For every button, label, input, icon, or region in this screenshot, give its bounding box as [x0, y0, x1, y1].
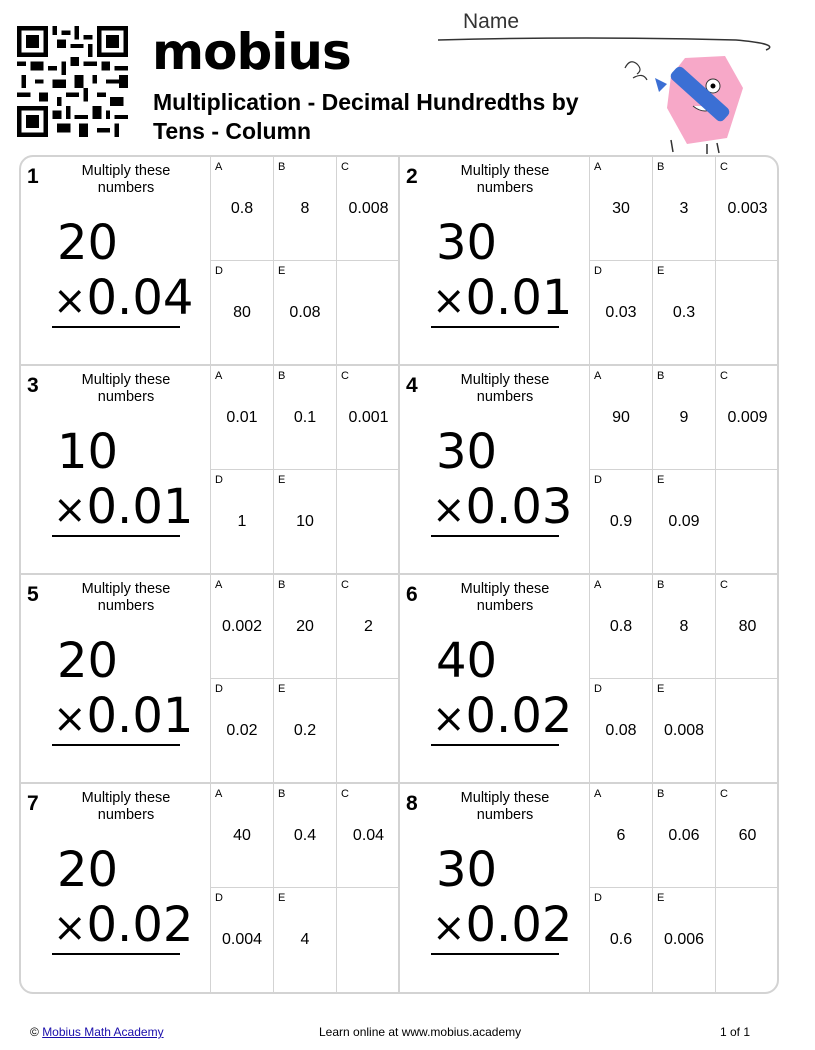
empty-option-cell [715, 679, 779, 783]
option-value: 0.1 [293, 409, 317, 426]
answer-option-d[interactable] [210, 261, 273, 365]
option-letter: C [341, 579, 349, 591]
problem-instruction: Multiply these numbers [460, 790, 550, 823]
answer-options [589, 157, 779, 364]
answer-line [431, 744, 559, 746]
answer-option-b[interactable] [273, 784, 336, 888]
option-letter: A [215, 161, 223, 173]
multiplier-row [53, 690, 193, 745]
answer-option-d[interactable] [589, 679, 652, 783]
option-letter: C [341, 370, 349, 382]
empty-option-cell [336, 261, 400, 365]
option-letter: A [215, 579, 223, 591]
multiplicand: 10 [57, 424, 119, 480]
option-value: 2 [364, 618, 373, 635]
multiplier-row [432, 690, 572, 745]
answer-option-c[interactable] [336, 784, 400, 888]
times-icon: × [53, 278, 87, 324]
option-letter: D [594, 474, 602, 486]
option-letter: D [594, 892, 602, 904]
option-value: 0.02 [226, 722, 258, 739]
answer-option-b[interactable] [273, 366, 336, 470]
option-letter: A [594, 788, 602, 800]
option-letter: B [278, 788, 286, 800]
option-value: 80 [738, 618, 757, 635]
empty-option-cell [336, 888, 400, 992]
multiplicand: 30 [436, 842, 498, 898]
answer-option-d[interactable] [210, 888, 273, 992]
answer-option-c[interactable] [715, 157, 779, 261]
answer-option-a[interactable] [210, 784, 273, 888]
option-value: 0.4 [293, 827, 317, 844]
option-value: 0.2 [293, 722, 317, 739]
answer-line [431, 953, 559, 955]
problem-6 [400, 575, 779, 784]
answer-option-a[interactable] [589, 157, 652, 261]
option-letter: B [278, 579, 286, 591]
empty-option-cell [715, 261, 779, 365]
option-letter: E [657, 474, 665, 486]
option-letter: A [215, 788, 223, 800]
answer-line [52, 535, 180, 537]
answer-option-b[interactable] [273, 575, 336, 679]
copyright-symbol: © [30, 1025, 39, 1039]
empty-option-cell [715, 470, 779, 574]
problem-instruction: Multiply these numbers [81, 581, 171, 614]
option-letter: D [594, 265, 602, 277]
times-icon: × [53, 696, 87, 742]
answer-option-b[interactable] [652, 157, 715, 261]
option-letter: B [657, 161, 665, 173]
answer-option-e[interactable] [273, 679, 336, 783]
problem-number: 6 [406, 583, 418, 606]
problem-number: 4 [406, 374, 418, 397]
answer-option-d[interactable] [589, 888, 652, 992]
answer-option-d[interactable] [210, 679, 273, 783]
option-letter: E [657, 683, 665, 695]
answer-option-e[interactable] [652, 261, 715, 365]
times-icon: × [432, 905, 466, 951]
empty-option-cell [336, 679, 400, 783]
option-letter: B [657, 788, 665, 800]
option-value: 9 [679, 409, 689, 426]
problem-5 [21, 575, 400, 784]
option-value: 40 [233, 827, 251, 844]
problem-instruction: Multiply these numbers [460, 372, 550, 405]
problem-1 [21, 157, 400, 366]
mobius-logo [152, 23, 351, 81]
multiplicand: 30 [436, 215, 498, 271]
option-value: 8 [300, 200, 310, 217]
option-value: 0.03 [605, 304, 637, 321]
option-value: 0.09 [668, 513, 700, 530]
option-value: 1 [237, 513, 247, 530]
option-letter: C [720, 370, 728, 382]
multiplier-row [53, 272, 193, 327]
answer-option-b[interactable] [652, 575, 715, 679]
answer-option-a[interactable] [589, 784, 652, 888]
empty-option-cell [715, 888, 779, 992]
multiplicand: 20 [57, 842, 119, 898]
option-value: 10 [296, 513, 314, 530]
answer-option-a[interactable] [589, 575, 652, 679]
option-value: 0.8 [230, 200, 254, 217]
option-value: 4 [300, 931, 310, 948]
multiplier: 0.01 [465, 270, 573, 326]
problem-number: 1 [27, 165, 39, 188]
answer-line [52, 744, 180, 746]
answer-options [589, 366, 779, 573]
answer-option-a[interactable] [589, 366, 652, 470]
option-letter: D [215, 892, 223, 904]
option-value: 0.002 [221, 618, 263, 635]
problem-instruction: Multiply these numbers [81, 372, 171, 405]
footer-copyright [30, 1025, 164, 1039]
multiplier: 0.04 [86, 270, 194, 326]
problem-4 [400, 366, 779, 575]
answer-option-e[interactable] [273, 470, 336, 574]
multiplier: 0.03 [465, 479, 573, 535]
multiplicand: 20 [57, 215, 119, 271]
option-value: 20 [296, 618, 314, 635]
multiplicand: 20 [57, 633, 119, 689]
problem-8 [400, 784, 779, 993]
problem-number: 2 [406, 165, 418, 188]
option-letter: B [657, 579, 665, 591]
problem-instruction: Multiply these numbers [460, 581, 550, 614]
option-value: 0.008 [348, 200, 389, 217]
times-icon: × [53, 487, 87, 533]
option-value: 0.6 [609, 931, 633, 948]
option-letter: A [594, 579, 602, 591]
times-icon: × [432, 696, 466, 742]
option-letter: B [278, 370, 286, 382]
answer-option-e[interactable] [652, 470, 715, 574]
problem-3 [21, 366, 400, 575]
option-letter: D [215, 265, 223, 277]
answer-option-b[interactable] [652, 366, 715, 470]
option-value: 0.006 [663, 931, 705, 948]
option-value: 0.9 [609, 513, 633, 530]
problem-number: 3 [27, 374, 39, 397]
answer-option-d[interactable] [589, 470, 652, 574]
answer-option-c[interactable] [336, 366, 400, 470]
answer-options [210, 784, 400, 991]
qr-code-icon [16, 26, 129, 137]
option-letter: E [278, 892, 286, 904]
problem-number: 8 [406, 792, 418, 815]
answer-option-c[interactable] [715, 575, 779, 679]
option-value: 6 [616, 827, 626, 844]
answer-option-e[interactable] [273, 888, 336, 992]
page-number: 1 of 1 [720, 1025, 751, 1039]
answer-option-b[interactable] [273, 157, 336, 261]
page-title: Multiplication - Decimal Hundredths by Tens - Column [153, 89, 579, 144]
option-value: 0.01 [226, 409, 258, 426]
answer-option-c[interactable] [715, 784, 779, 888]
answer-options [210, 575, 400, 782]
multiplicand: 30 [436, 424, 498, 480]
option-value: 0.8 [609, 618, 633, 635]
option-value: 0.04 [352, 827, 385, 844]
problem-instruction: Multiply these numbers [81, 790, 171, 823]
answer-option-d[interactable] [589, 261, 652, 365]
option-letter: D [594, 683, 602, 695]
option-value: 0.08 [289, 304, 321, 321]
multiplier-row [432, 481, 572, 536]
option-value: 80 [233, 304, 251, 321]
mobius-academy-link[interactable]: Mobius Math Academy [42, 1025, 164, 1039]
answer-option-e[interactable] [273, 261, 336, 365]
answer-option-e[interactable] [652, 679, 715, 783]
option-letter: E [657, 892, 665, 904]
name-label: Name [463, 10, 520, 33]
multiplier-row [432, 272, 572, 327]
times-icon: × [53, 905, 87, 951]
logo-text: mobius [152, 23, 351, 81]
option-letter: A [594, 161, 602, 173]
option-letter: E [278, 683, 286, 695]
option-letter: B [278, 161, 286, 173]
option-letter: E [278, 265, 286, 277]
option-letter: A [594, 370, 602, 382]
problem-number: 5 [27, 583, 39, 606]
footer-learn-online: Learn online at www.mobius.academy [319, 1025, 522, 1039]
answer-line [431, 326, 559, 328]
answer-line [431, 535, 559, 537]
crayon-monster-icon [615, 48, 755, 158]
option-value: 0.06 [668, 827, 700, 844]
option-letter: A [215, 370, 223, 382]
option-value: 0.3 [672, 304, 696, 321]
answer-option-c[interactable] [336, 157, 400, 261]
multiplier-row [432, 899, 572, 954]
option-value: 30 [612, 200, 630, 217]
option-value: 90 [612, 409, 630, 426]
multiplier: 0.02 [86, 897, 194, 953]
option-value: 3 [679, 200, 689, 217]
option-value: 0.08 [605, 722, 637, 739]
answer-option-e[interactable] [652, 888, 715, 992]
option-letter: C [341, 788, 349, 800]
answer-options [210, 157, 400, 364]
option-letter: D [215, 683, 223, 695]
answer-line [52, 953, 180, 955]
problem-2 [400, 157, 779, 366]
option-value: 0.004 [221, 931, 263, 948]
multiplier: 0.01 [86, 688, 194, 744]
multiplier-row [53, 481, 193, 536]
option-letter: C [720, 161, 728, 173]
option-letter: E [657, 265, 665, 277]
answer-option-d[interactable] [210, 470, 273, 574]
option-value: 0.003 [727, 200, 768, 217]
times-icon: × [432, 487, 466, 533]
multiplier: 0.01 [86, 479, 194, 535]
option-value: 8 [679, 618, 689, 635]
answer-line [52, 326, 180, 328]
problem-grid [19, 155, 779, 994]
answer-options [589, 784, 779, 991]
answer-option-c[interactable] [715, 366, 779, 470]
multiplier-row [53, 899, 193, 954]
answer-option-a[interactable] [210, 575, 273, 679]
option-letter: C [341, 161, 349, 173]
option-value: 0.009 [727, 409, 768, 426]
option-value: 0.008 [663, 722, 705, 739]
answer-options [210, 366, 400, 573]
answer-option-b[interactable] [652, 784, 715, 888]
multiplier: 0.02 [465, 688, 573, 744]
times-icon: × [432, 278, 466, 324]
option-letter: C [720, 788, 728, 800]
option-letter: C [720, 579, 728, 591]
option-letter: E [278, 474, 286, 486]
answer-options [589, 575, 779, 782]
problem-instruction: Multiply these numbers [460, 163, 550, 196]
answer-option-c[interactable] [336, 575, 400, 679]
problem-7 [21, 784, 400, 993]
option-letter: B [657, 370, 665, 382]
option-letter: D [215, 474, 223, 486]
answer-option-a[interactable] [210, 157, 273, 261]
multiplicand: 40 [436, 633, 498, 689]
answer-option-a[interactable] [210, 366, 273, 470]
problem-number: 7 [27, 792, 39, 815]
empty-option-cell [336, 470, 400, 574]
option-value: 0.001 [348, 409, 389, 426]
problem-instruction: Multiply these numbers [81, 163, 171, 196]
multiplier: 0.02 [465, 897, 573, 953]
option-value: 60 [738, 827, 757, 844]
